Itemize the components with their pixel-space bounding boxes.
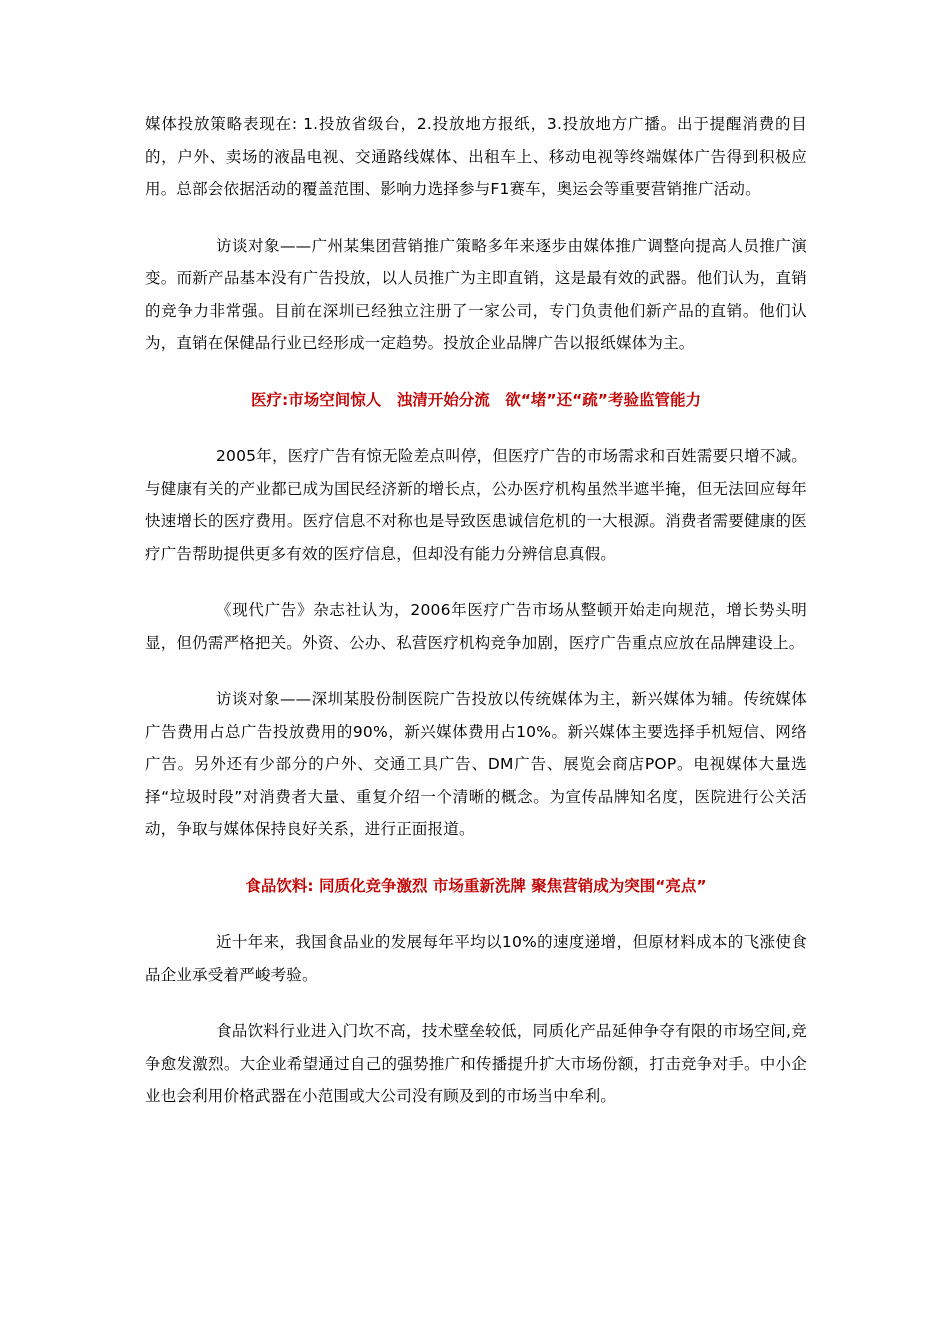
paragraph-interview-shenzhen: 访谈对象——深圳某股份制医院广告投放以传统媒体为主，新兴媒体为辅。传统媒体广告费用占总广告投放费用的90%，新兴媒体费用占10%。新兴媒体主要选择手机短信、网络广告。另外还有少部分的户外、交通工具广告、DM广告、展览会商店POP。电视媒体大量选择“垃圾时段”对消费者大量、重复介绍一个清晰的概念。为宣传品牌知名度，医院进行公关活动，争取与媒体保持良好关系，进行正面报道。 (145, 690, 807, 838)
paragraph-gap (145, 206, 807, 230)
paragraph-gap (145, 991, 807, 1015)
document-page (145, 108, 807, 1113)
section-heading-food-beverage: 食品饮料: 同质化竞争激烈 市场重新洗牌 聚焦营销成为突围“亮点” (245, 876, 707, 895)
paragraph-modern-advertising: 《现代广告》杂志社认为，2006年医疗广告市场从整顿开始走向规范，增长势头明显，但仍需严格把关。外资、公办、私营医疗机构竞争加剧，医疗广告重点应放在品牌建设上。 (145, 601, 807, 652)
paragraph-media-strategy: 媒体投放策略表现在: 1.投放省级台，2.投放地方报纸，3.投放地方广播。出于提醒消费的目的，户外、卖场的液晶电视、交通路线媒体、出租车上、移动电视等终端媒体广告得到积极应用。总部会依据活动的覆盖范围、影响力选择参与F1赛车，奥运会等重要营销推广活动。 (145, 115, 807, 198)
paragraph-gap (145, 902, 807, 926)
paragraph-interview-guangzhou: 访谈对象——广州某集团营销推广策略多年来逐步由媒体推广调整向提高人员推广演变。而新产品基本没有广告投放，以人员推广为主即直销，这是最有效的武器。他们认为，直销的竞争力非常强。目前在深圳已经独立注册了一家公司，专门负责他们新产品的直销。他们认为，直销在保健品行业已经形成一定趋势。投放企业品牌广告以报纸媒体为主。 (145, 236, 807, 352)
paragraph-medical-2005: 2005年，医疗广告有惊无险差点叫停，但医疗广告的市场需求和百姓需要只增不减。与健康有关的产业都已成为国民经济新的增长点，公办医疗机构虽然半遮半掩，但无法回应每年快速增长的医疗费用。医疗信息不对称也是导致医患诚信危机的一大根源。消费者需要健康的医疗广告帮助提供更多有效的医疗信息，但却没有能力分辨信息真假。 (145, 447, 807, 563)
paragraph-gap (145, 570, 807, 594)
section-heading-medical: 医疗:市场空间惊人 浊清开始分流 欲“堵”还“疏”考验监管能力 (251, 390, 701, 409)
paragraph-gap (145, 360, 807, 384)
paragraph-gap (145, 659, 807, 683)
paragraph-food-competition: 食品饮料行业进入门坎不高，技术壁垒较低，同质化产品延伸争夺有限的市场空间,竞争愈发激烈。大企业希望通过自己的强势推广和传播提升扩大市场份额，打击竞争对手。中小企业也会利用价格武器在小范围或大公司没有顾及到的市场当中牟利。 (145, 1022, 807, 1105)
paragraph-gap (145, 416, 807, 440)
paragraph-food-growth: 近十年来，我国食品业的发展每年平均以10%的速度递增，但原材料成本的飞涨使食品企业承受着严峻考验。 (145, 933, 807, 984)
paragraph-gap (145, 846, 807, 870)
